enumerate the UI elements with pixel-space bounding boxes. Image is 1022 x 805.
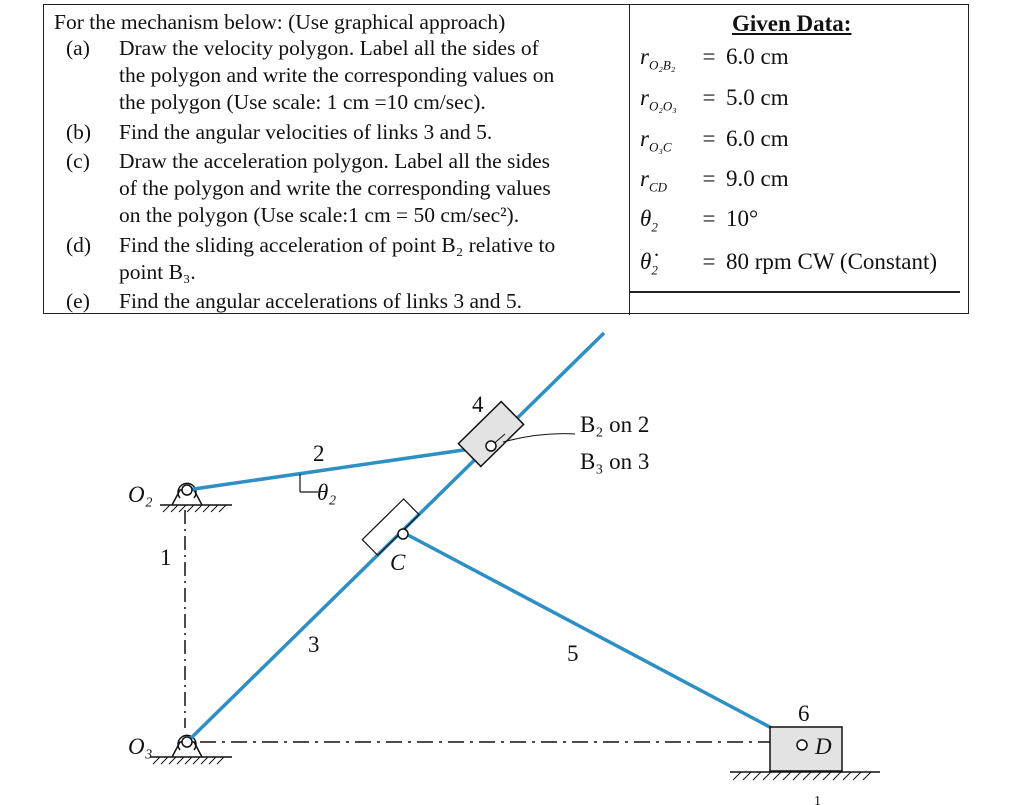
equals-sign: = <box>702 166 716 191</box>
pin-o3 <box>182 737 192 747</box>
slider-block-4 <box>458 402 523 467</box>
label-link-2: 2 <box>313 441 325 466</box>
given-value: 5.0 cm <box>726 85 789 110</box>
given-symbol: r <box>640 85 649 110</box>
question-line: Find the angular accelerations of links 3 and 5. <box>119 289 523 313</box>
label-o3: O₃ <box>128 734 153 759</box>
question-label: (a) <box>66 36 90 60</box>
given-subscript: 2 <box>651 219 658 235</box>
given-subscript: O₂B₂ <box>648 57 676 73</box>
given-symbol: r <box>640 166 649 191</box>
given-symbol: r <box>640 126 649 151</box>
pin-b <box>486 441 496 451</box>
label-bottom-mark: 1 <box>814 794 821 805</box>
label-link-3: 3 <box>308 632 320 657</box>
question-line: the polygon (Use scale: 1 cm =10 cm/sec). <box>119 90 486 114</box>
given-value: 10° <box>726 206 759 231</box>
equals-sign: = <box>702 126 716 151</box>
label-point-d: D <box>815 734 832 759</box>
given-subscript: O₂O₃ <box>648 98 677 114</box>
question-line: point B₃. <box>119 260 196 284</box>
question-line: Draw the velocity polygon. Label all the sides of <box>119 36 539 60</box>
equals-sign: = <box>702 44 716 69</box>
pin-o2 <box>182 485 192 495</box>
label-link-4: 4 <box>472 392 484 417</box>
given-value: 80 rpm CW (Constant) <box>726 249 938 274</box>
equals-sign: = <box>702 249 716 274</box>
question-label: (e) <box>66 289 90 313</box>
given-value: 6.0 cm <box>726 126 789 151</box>
given-value: 9.0 cm <box>726 166 789 191</box>
question-line: Draw the acceleration polygon. Label all the sides <box>119 149 551 173</box>
given-subscript: O₃C <box>648 139 672 155</box>
question-line: the polygon and write the corresponding values on <box>119 63 555 87</box>
question-line: Find the sliding acceleration of point B₂ relative to <box>119 233 556 257</box>
question-label: (d) <box>66 233 92 257</box>
slider-ground <box>730 772 880 780</box>
given-symbol: r <box>640 44 649 69</box>
label-b2-on-2: B₂ on 2 <box>580 412 650 437</box>
label-link-6: 6 <box>798 701 810 726</box>
problem-intro: For the mechanism below: (Use graphical approach) <box>54 10 506 34</box>
link-5-connecting-rod <box>406 534 798 742</box>
given-subscript: 2 <box>651 262 658 278</box>
guide-at-c <box>362 499 419 555</box>
given-data-title: Given Data: <box>732 11 852 36</box>
question-label: (b) <box>66 120 92 144</box>
given-value: 6.0 cm <box>726 44 789 69</box>
given-symbol: θ <box>640 206 652 231</box>
pin-d <box>797 740 807 750</box>
label-ground-1: 1 <box>160 545 172 570</box>
link-2-crank <box>187 446 491 490</box>
question-line: Find the angular velocities of links 3 and 5. <box>119 120 493 144</box>
question-line: of the polygon and write the corresponding values <box>119 176 551 200</box>
label-b3-on-3: B₃ on 3 <box>580 449 650 474</box>
given-subscript: CD <box>648 179 668 195</box>
equals-sign: = <box>702 206 716 231</box>
label-o2: O₂ <box>128 482 153 507</box>
question-line: on the polygon (Use scale:1 cm = 50 cm/sec²). <box>119 203 520 227</box>
label-theta-2: θ₂ <box>317 480 337 505</box>
label-link-5: 5 <box>567 641 579 666</box>
label-point-c: C <box>390 550 406 575</box>
question-label: (c) <box>66 149 90 173</box>
given-symbol: θ̇ <box>640 249 652 274</box>
pin-c <box>398 529 408 539</box>
equals-sign: = <box>702 85 716 110</box>
